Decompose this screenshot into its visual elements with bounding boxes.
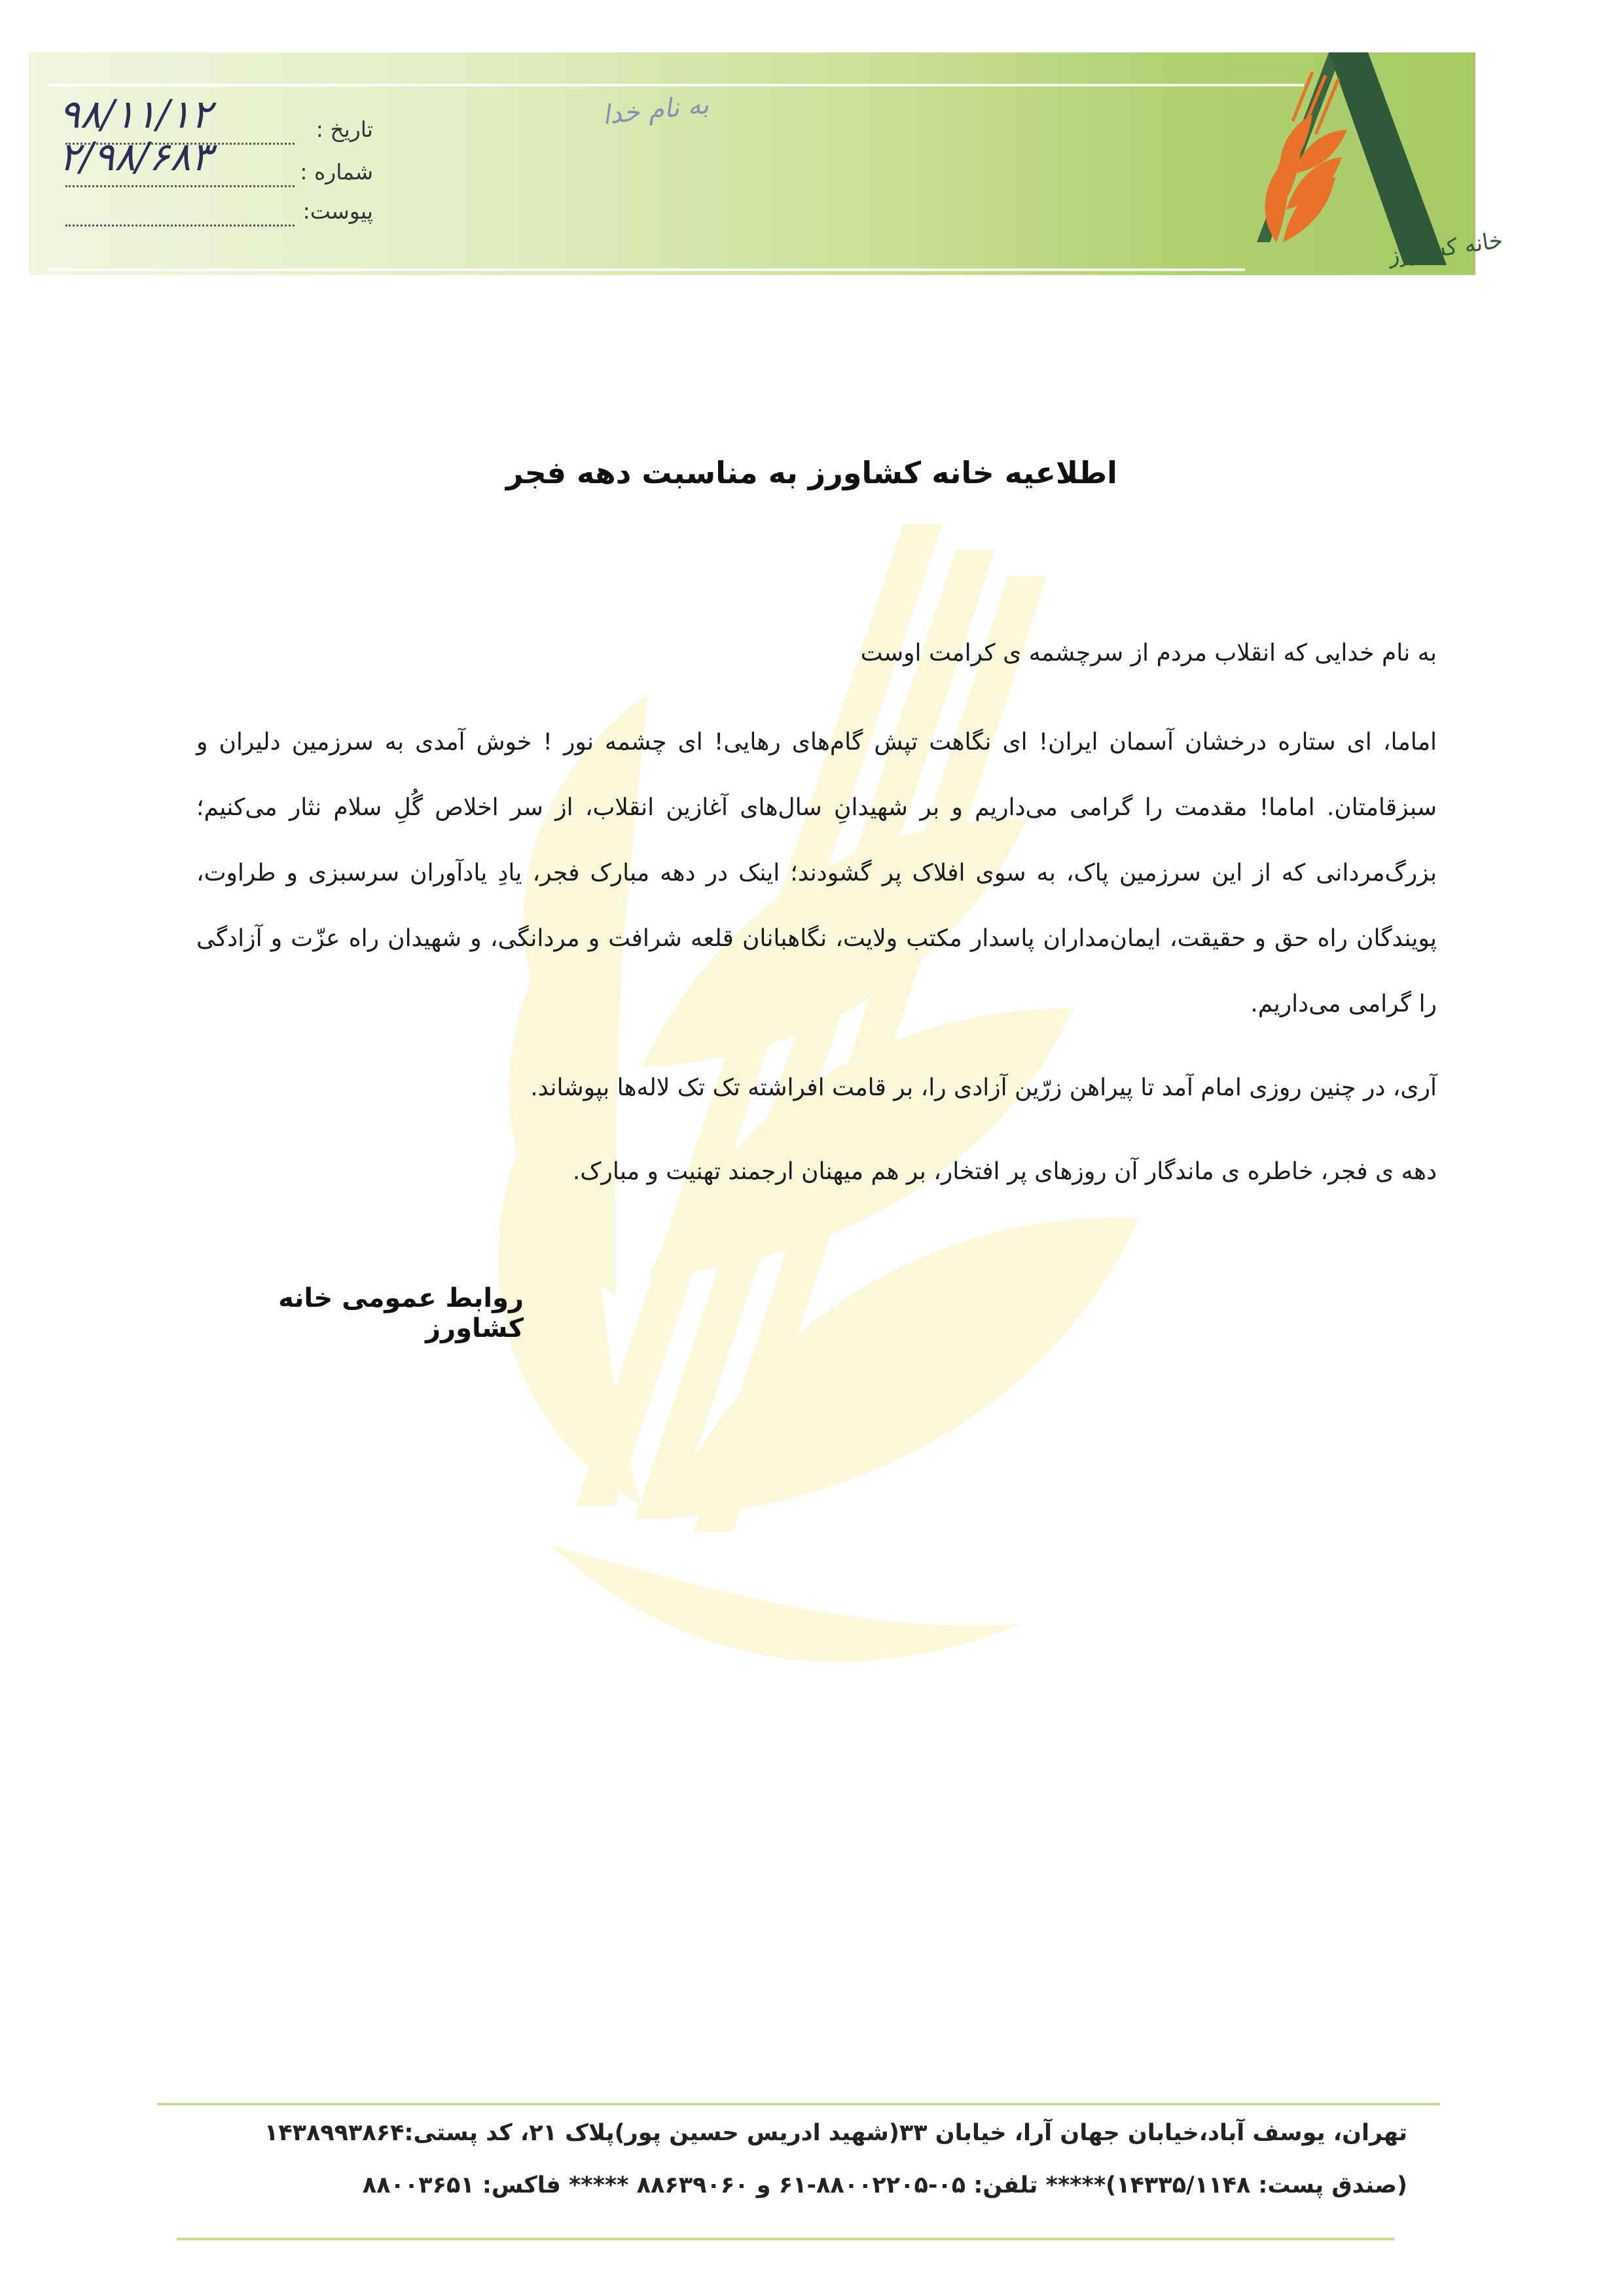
number-label: شماره : — [300, 159, 373, 185]
footer-contact: (صندق پست: ۱۴۳۳۵/۱۱۴۸)***** تلفن: ۰۵-۸۸۰۰۲۲۰۵-۶۱ و ۸۸۶۳۹۰۶۰ ***** فاکس: ۸۸۰۰۳۶۵۱ — [362, 2172, 1407, 2198]
body-paragraph: آری، در چنین روزی امام آمد تا پیراهن زرّین آزادی را، بر قامت افراشته تک تک لاله‌ها بپوشاند. — [530, 1074, 1437, 1101]
number-value: ۲/۹۸/۶۸۳ — [59, 134, 212, 180]
document-body — [196, 621, 1437, 1223]
letterhead-top-rule — [47, 84, 1304, 86]
body-paragraph: اماما، ای ستاره درخشان آسمان ایران! ای نگاهت تپش گام‌های رهایی! ای چشمه نور ! خوش آمدی به سرزمین دلیران و سبزقامتان. اماما! مقدمت را گرامی می‌داریم و بر شهیدانِ سال‌های آغازین انقلاب، از سر اخلاص گُلِ سلام نثار می‌کنیم؛ بزرگ‌مردانی که از این سرزمین پاک، به سوی افلاک پر گشودند؛ اینک در دهه مبارک فجر، یادِ یادآوران سرسبزی و طراوت، پویندگان راه حق و حقیقت، ایمان‌مداران پاسدار مکتب ولایت، نگاهبانان قلعه شرافت و مردانگی، و شهیدان راه عزّت و آزادگی را گرامی می‌داریم. — [196, 729, 1437, 1017]
footer-address: تهران، یوسف آباد،خیابان جهان آرا، خیابان ۳۳(شهید ادریس حسین پور)پلاک ۲۱، کد پستی:۱۴۳۸۹۹۳۸۶۴ — [264, 2120, 1407, 2146]
khaneh-keshavarz-logo — [1231, 46, 1545, 282]
number-dotted-line — [65, 185, 295, 187]
number-field — [59, 134, 373, 193]
footer-bottom-rule — [177, 2238, 1394, 2240]
footer-top-rule — [157, 2103, 1440, 2105]
letterhead-bottom-rule — [47, 268, 1245, 271]
attachment-field — [65, 193, 373, 232]
body-paragraph: به نام خدایی که انقلاب مردم از سرچشمه ی کرامت اوست — [860, 640, 1437, 666]
document-title: اطلاعیه خانه کشاورز به مناسبت دهه فجر — [506, 455, 1117, 490]
date-label: تاریخ : — [316, 117, 373, 142]
attachment-label: پیوست: — [302, 198, 373, 224]
handwritten-note: به نام خدا — [601, 89, 710, 131]
date-value: ۹۸/۱۱/۱۲ — [59, 92, 212, 137]
logo-text: خانه کشاورز — [1386, 227, 1505, 270]
body-paragraph: دهه ی فجر، خاطره ی ماندگار آن روزهای پر افتخار، بر هم میهنان ارجمند تهنیت و مبارک. — [572, 1158, 1437, 1185]
signature: روابط عمومی خانه کشاورز — [278, 1283, 524, 1343]
attachment-dotted-line — [65, 225, 295, 227]
